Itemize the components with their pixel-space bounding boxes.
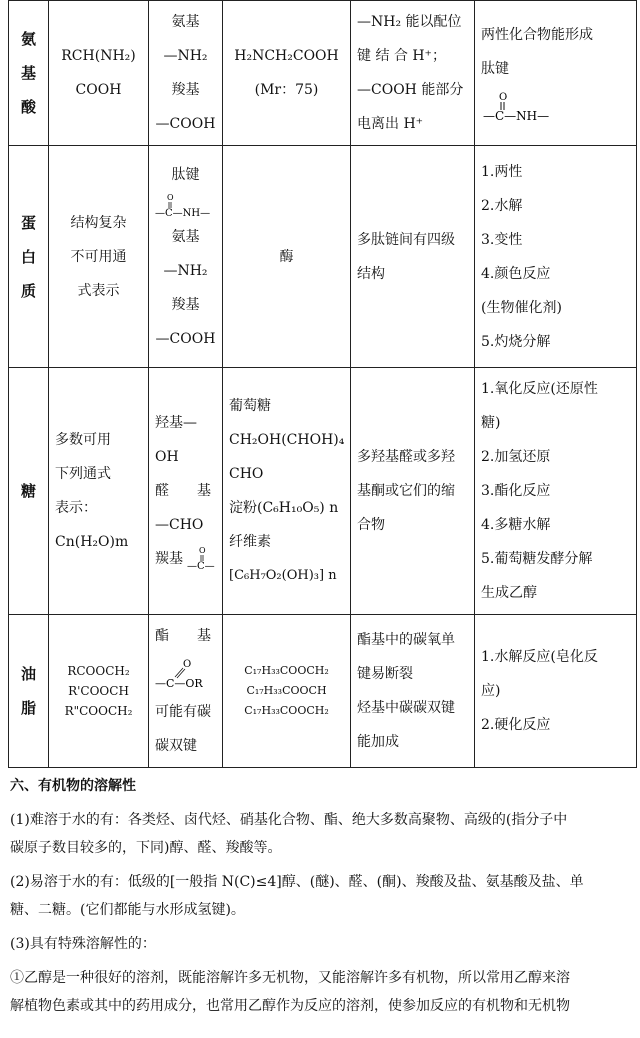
general-formula-cell <box>49 368 149 615</box>
cell-line: —COOH <box>155 330 216 347</box>
category-char: 氨 <box>20 30 36 48</box>
general-formula-cell <box>49 1 149 146</box>
cell-line: C₁₇H₃₃COOCH₂ <box>244 704 329 717</box>
example-cell <box>223 368 351 615</box>
example-cell <box>223 146 351 368</box>
cell-line: 电离出 H⁺ <box>357 116 424 132</box>
cell-line: 酯基中的碳氧单 <box>357 632 455 648</box>
carbonyl-line <box>155 542 216 576</box>
cell-line: 酯 基 <box>155 628 211 644</box>
structure-cell <box>351 615 475 768</box>
cell-line: 4.颜色反应 <box>481 265 551 282</box>
cell-line: 1.水解反应(皂化反 <box>481 649 598 665</box>
paragraph-line: 碳原子数目较多的，下同)醇、醛、羧酸等。 <box>10 840 282 856</box>
paragraph-line: (1)难溶于水的有：各类烃、卤代烃、硝基化合物、酯、绝大多数高聚物、高级的(指分子中 <box>10 812 568 828</box>
cell-line: 式表示 <box>77 282 120 299</box>
cell-line: 结构 <box>357 265 385 282</box>
cell-line: 碳双键 <box>155 738 197 754</box>
cell-line: 结构复杂 <box>70 214 127 231</box>
category-char: 蛋 <box>20 213 36 232</box>
structure-cell <box>351 368 475 615</box>
example-cell <box>223 1 351 146</box>
functional-group-cell <box>149 146 223 368</box>
paragraph-line: (2)易溶于水的有：低级的[一般指 N(C)≤4]醇、(醚)、醛、(酮)、羧酸及盐、氨基酸及盐、单 <box>10 874 584 890</box>
oxygen-label: O <box>183 659 192 670</box>
cell-line: 多肽链间有四级 <box>357 231 455 248</box>
cell-line: C₁₇H₃₃COOCH₂ <box>244 664 329 677</box>
paragraph-ethanol <box>10 964 634 1020</box>
general-formula-cell <box>49 146 149 368</box>
cell-line: 不可用通 <box>70 248 127 265</box>
cell-line: 2.加氢还原 <box>481 449 551 465</box>
cell-line: 4.多糖水解 <box>481 517 551 533</box>
amide-bond-icon <box>481 90 561 124</box>
cell-line: C₁₇H₃₃COOCH <box>246 684 327 697</box>
table-row-protein <box>9 146 637 368</box>
cell-line: RCOOCH₂ <box>67 664 130 678</box>
cell-line: 多数可用 <box>55 432 111 448</box>
cell-line: 键易断裂 <box>357 666 413 682</box>
properties-cell <box>475 146 637 368</box>
cell-line: R"COOCH₂ <box>64 704 133 718</box>
structure-cell <box>351 146 475 368</box>
amide-label: —C—NH— <box>483 109 550 123</box>
cell-line: 5.葡萄糖发酵分解 <box>481 551 593 567</box>
properties-cell <box>475 1 637 146</box>
cell-line: 酶 <box>279 248 294 265</box>
paragraph-special <box>10 930 634 958</box>
carbonyl-label: 羰基 <box>155 551 183 567</box>
cell-line: —CHO <box>155 517 204 533</box>
cell-line: 下列通式 <box>55 466 111 482</box>
category-char: 基 <box>20 64 36 82</box>
ester-group-icon <box>155 657 219 691</box>
cell-line: 键 结 合 H⁺； <box>357 48 446 64</box>
carbonyl-icon <box>187 545 221 573</box>
cell-line: 3.变性 <box>481 231 523 248</box>
cell-line: 多羟基醛或多羟 <box>357 449 455 465</box>
peptide-bond-icon <box>155 192 217 220</box>
section-title: 六、有机物的溶解性 <box>10 778 136 794</box>
paragraph-line: (3)具有特殊溶解性的： <box>10 936 156 952</box>
cell-line: 两性化合物能形成 <box>481 27 593 43</box>
cell-line: COOH <box>75 82 122 98</box>
cell-line: 烃基中碳碳双键 <box>357 700 455 716</box>
cell-line: 羧基 <box>171 82 200 98</box>
cell-line: 2.水解 <box>481 197 523 214</box>
cell-line: —COOH <box>155 116 216 132</box>
category-cell <box>9 1 49 146</box>
properties-cell <box>475 368 637 615</box>
cell-line: —NH₂ 能以配位 <box>357 14 462 30</box>
organic-compounds-table <box>8 0 637 768</box>
cell-line: 葡萄糖 <box>229 398 271 414</box>
structure-cell <box>351 1 475 146</box>
cell-line: R'COOCH <box>68 684 129 698</box>
table-row-fat <box>9 615 637 768</box>
cell-line: [C₆H₇O₂(OH)₃] n <box>229 568 337 583</box>
cell-line: 羧基 <box>171 296 200 313</box>
cell-line: 糖) <box>481 415 501 431</box>
oxygen-label: O <box>199 546 207 555</box>
category-char: 质 <box>20 281 36 300</box>
category-char: 脂 <box>20 699 36 717</box>
paragraph-line: ①乙醇是一种很好的溶剂，既能溶解许多无机物，又能溶解许多有机物，所以常用乙醇来溶 <box>10 970 570 986</box>
cell-line: 表示： <box>55 500 97 516</box>
cell-line: 羟基—OH <box>155 415 197 465</box>
cell-line: —COOH 能部分 <box>357 82 464 98</box>
cell-line: 能加成 <box>357 734 399 750</box>
functional-group-cell <box>149 368 223 615</box>
cell-line: —NH₂ <box>163 48 208 64</box>
paragraph-line: 糖、二糖。(它们都能与水形成氢键)。 <box>10 902 245 918</box>
properties-cell <box>475 615 637 768</box>
solubility-section <box>10 772 634 1020</box>
cell-line: 肽键 <box>171 166 200 183</box>
oxygen-label: O <box>499 92 508 103</box>
cell-line: RCH(NH₂) <box>61 48 136 64</box>
cell-line: 生成乙醇 <box>481 585 537 601</box>
category-char: 油 <box>20 665 36 683</box>
cell-line: 2.硬化反应 <box>481 717 551 733</box>
cell-line: 合物 <box>357 517 385 533</box>
cell-line: (Mr：75) <box>254 82 319 98</box>
cell-line: Cn(H₂O)m <box>55 534 129 550</box>
category-char: 糖 <box>20 482 36 500</box>
cell-line: CHO <box>229 466 264 482</box>
cell-line: 醛 基 <box>155 483 211 499</box>
cell-line: 1.氧化反应(还原性 <box>481 381 598 397</box>
cell-line: 淀粉(C₆H₁₀O₅) n <box>229 500 339 516</box>
cell-line: 1.两性 <box>481 163 523 180</box>
cell-line: H₂NCH₂COOH <box>234 48 339 64</box>
table-row-sugar <box>9 368 637 615</box>
cell-line: 氨基 <box>171 14 200 30</box>
category-char: 白 <box>20 247 36 266</box>
cell-line: 3.酯化反应 <box>481 483 551 499</box>
cell-line: —NH₂ <box>163 262 208 279</box>
cell-line: 应) <box>481 683 501 699</box>
cell-line: 基酮或它们的缩 <box>357 483 455 499</box>
category-cell <box>9 368 49 615</box>
category-char: 酸 <box>20 98 36 116</box>
cell-line: 纤维素 <box>229 534 271 550</box>
category-cell <box>9 615 49 768</box>
example-cell <box>223 615 351 768</box>
table-row-amino-acid <box>9 1 637 146</box>
carbonyl-glyph: —C— <box>187 561 216 572</box>
cell-line: 5.灼烧分解 <box>481 333 551 350</box>
cell-line: (生物催化剂) <box>481 299 562 316</box>
cell-line: CH₂OH(CHOH)₄ <box>229 432 345 448</box>
general-formula-cell <box>49 615 149 768</box>
cell-line: 可能有碳 <box>155 704 211 720</box>
paragraph-line: 解植物色素或其中的药用成分，也常用乙醇作为反应的溶剂，使参加反应的有机物和无机物 <box>10 998 570 1014</box>
paragraph-soluble <box>10 868 634 924</box>
amide-label: —C—NH— <box>155 207 211 219</box>
cell-line: 肽键 <box>481 61 509 77</box>
ester-label: —C—OR <box>155 677 203 690</box>
category-cell <box>9 146 49 368</box>
functional-group-cell <box>149 1 223 146</box>
paragraph-insoluble <box>10 806 634 862</box>
oxygen-label: O <box>167 192 174 202</box>
functional-group-cell <box>149 615 223 768</box>
cell-line: 氨基 <box>171 228 200 245</box>
